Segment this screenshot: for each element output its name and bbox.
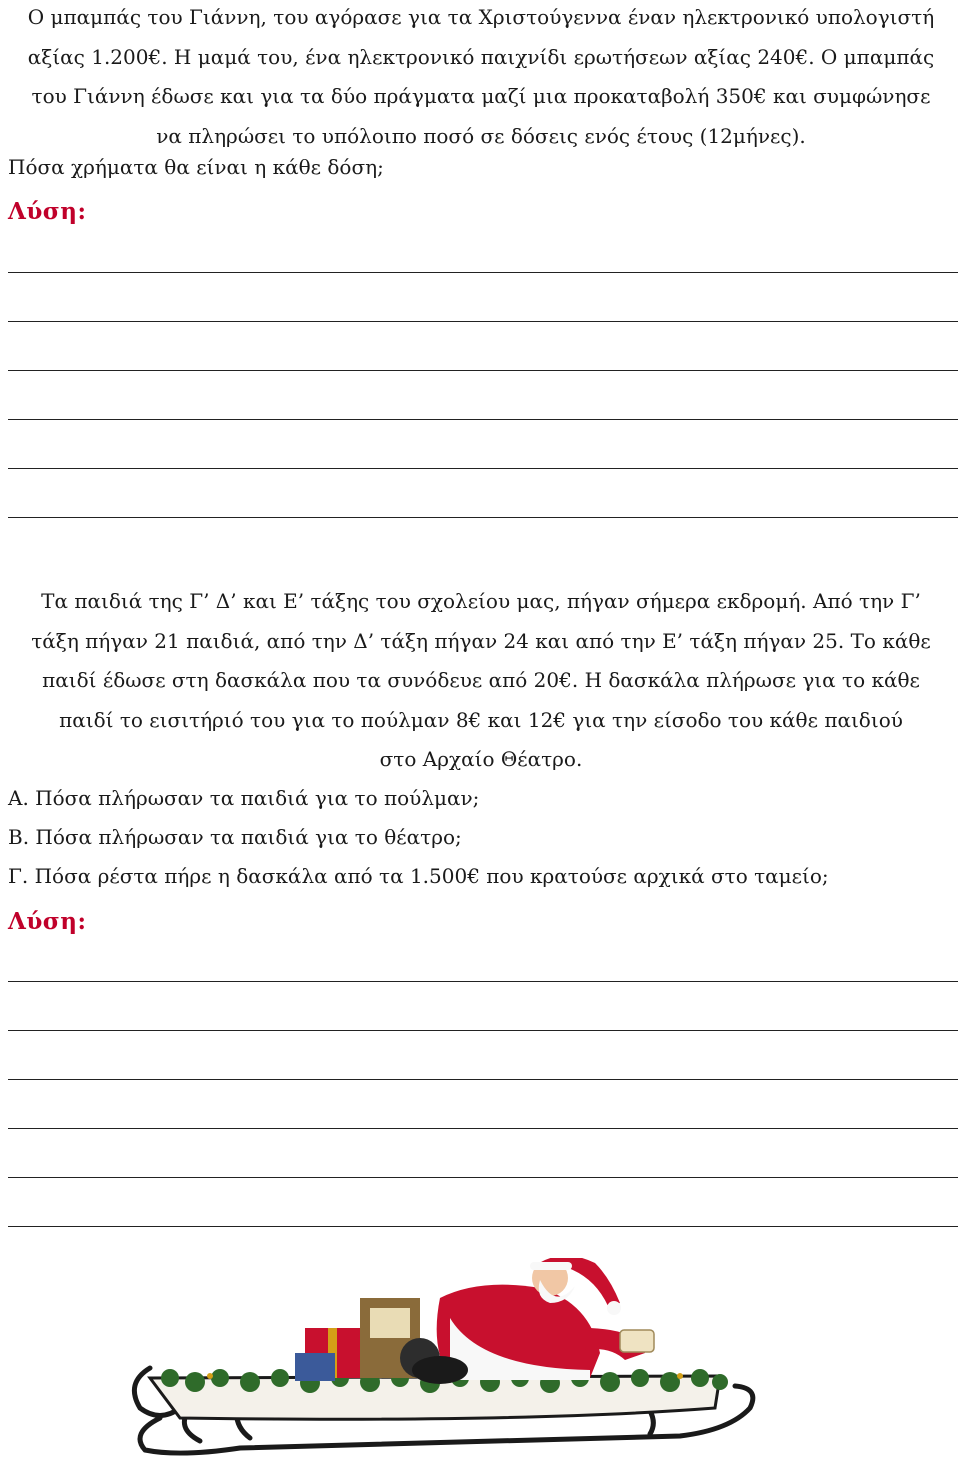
answer-line[interactable] bbox=[8, 370, 958, 371]
santa-sleigh-icon bbox=[120, 1258, 770, 1457]
exercise-1-question: Πόσα χρήματα θα είναι η κάθε δόση; bbox=[8, 155, 384, 179]
answer-line[interactable] bbox=[8, 419, 958, 420]
answer-line[interactable] bbox=[8, 468, 958, 469]
solution-label: Λύση: bbox=[8, 198, 87, 225]
question-c: Γ. Πόσα ρέστα πήρε η δασκάλα από τα 1.500€ που κρατούσε αρχικά στο ταμείο; bbox=[8, 864, 829, 888]
answer-line[interactable] bbox=[8, 1226, 958, 1227]
answer-line[interactable] bbox=[8, 321, 958, 322]
exercise-2-line: παιδί έδωσε στη δασκάλα που τα συνόδευε από 20€. Η δασκάλα πλήρωσε για το κάθε bbox=[42, 668, 920, 692]
answer-line[interactable] bbox=[8, 1177, 958, 1178]
answer-line[interactable] bbox=[8, 517, 958, 518]
question-b: Β. Πόσα πλήρωσαν τα παιδιά για το θέατρο; bbox=[8, 825, 462, 849]
exercise-1-line: του Γιάννη έδωσε και για τα δύο πράγματα μαζί μια προκαταβολή 350€ και συμφώνησε bbox=[31, 84, 931, 108]
answer-line[interactable] bbox=[8, 981, 958, 982]
exercise-1-line: αξίας 1.200€. Η μαμά του, ένα ηλεκτρονικό παιχνίδι ερωτήσεων αξίας 240€. Ο μπαμπάς bbox=[27, 44, 935, 69]
exercise-2-line: τάξη πήγαν 21 παιδιά, από την Δ’ τάξη πήγαν 24 και από την Ε’ τάξη πήγαν 25. Το κάθε bbox=[31, 628, 931, 653]
exercise-2-line: Τα παιδιά της Γ’ Δ’ και Ε’ τάξης του σχολείου μας, πήγαν σήμερα εκδρομή. Από την Γ’ bbox=[41, 589, 921, 613]
exercise-2-line: στο Αρχαίο Θέατρο. bbox=[379, 747, 583, 771]
exercise-1-line: Ο μπαμπάς του Γιάννη, του αγόρασε για τα Χριστούγεννα έναν ηλεκτρονικό υπολογιστή bbox=[27, 5, 935, 29]
exercise-2-text bbox=[6, 582, 956, 780]
exercise-2-line: παιδί το εισιτήριό του για το πούλμαν 8€ και 12€ για την είσοδο του κάθε παιδιού bbox=[59, 707, 903, 732]
exercise-1-line: να πληρώσει το υπόλοιπο ποσό σε δόσεις ενός έτους (12μήνες). bbox=[156, 123, 806, 148]
answer-line[interactable] bbox=[8, 1030, 958, 1031]
solution-label: Λύση: bbox=[8, 908, 87, 935]
answer-line[interactable] bbox=[8, 1128, 958, 1129]
answer-line[interactable] bbox=[8, 272, 958, 273]
answer-line[interactable] bbox=[8, 1079, 958, 1080]
exercise-1-text bbox=[6, 0, 956, 156]
question-a: Α. Πόσα πλήρωσαν τα παιδιά για το πούλμαν; bbox=[8, 786, 480, 810]
